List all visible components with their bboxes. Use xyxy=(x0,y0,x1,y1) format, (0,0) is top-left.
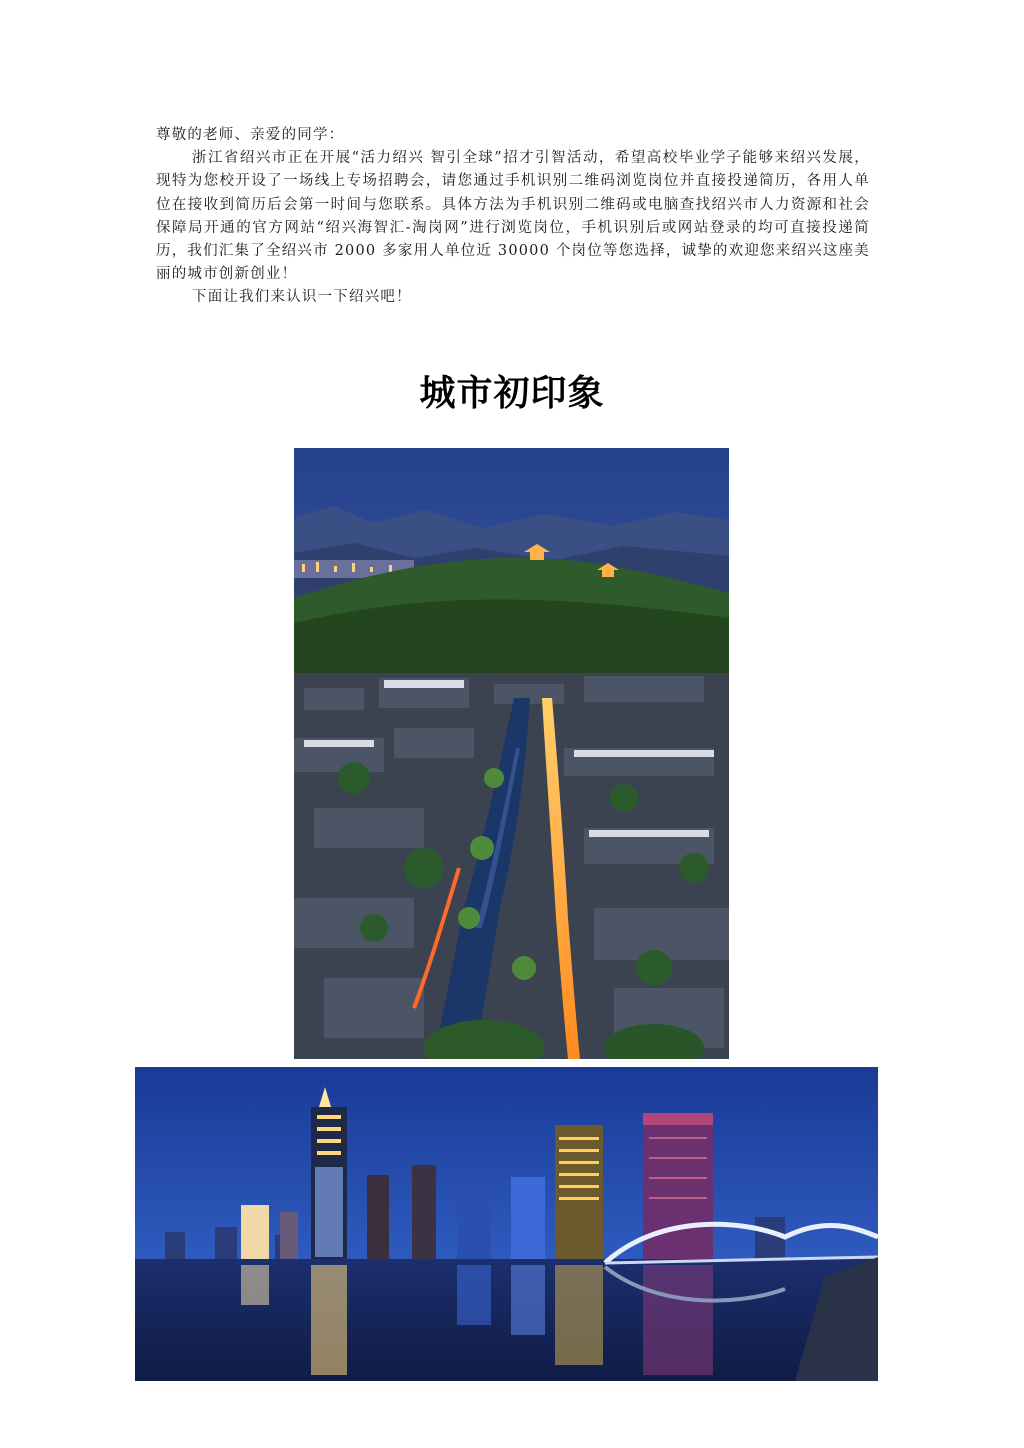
city-skyline-photo xyxy=(135,1067,878,1381)
letter-paragraph-1: 浙江省绍兴市正在开展“活力绍兴 智引全球”招才引智活动，希望高校毕业学子能够来绍兴发展，现特为您校开设了一场线上专场招聘会，请您通过手机识别二维码浏览岗位并直接投递简历，各用人单位在接收到简历后会第一时间与您联系。具体方法为手机识别二维码或电脑查找绍兴市人力资源和社会保障局开通的官方网站“绍兴海智汇-淘岗网”进行浏览岗位，手机识别后或网站登录的均可直接投递简历，我们汇集了全绍兴市 2000 多家用人单位近 30000 个岗位等您选择，诚挚的欢迎您来绍兴这座美丽的城市创新创业！ xyxy=(156,150,870,283)
letter-paragraph-2: 下面让我们来认识一下绍兴吧！ xyxy=(192,289,412,306)
letter-body xyxy=(156,124,870,310)
old-town-canal-photo xyxy=(294,448,729,1059)
salutation: 尊敬的老师、亲爱的同学： xyxy=(156,127,345,143)
section-title: 城市初印象 xyxy=(419,373,605,414)
